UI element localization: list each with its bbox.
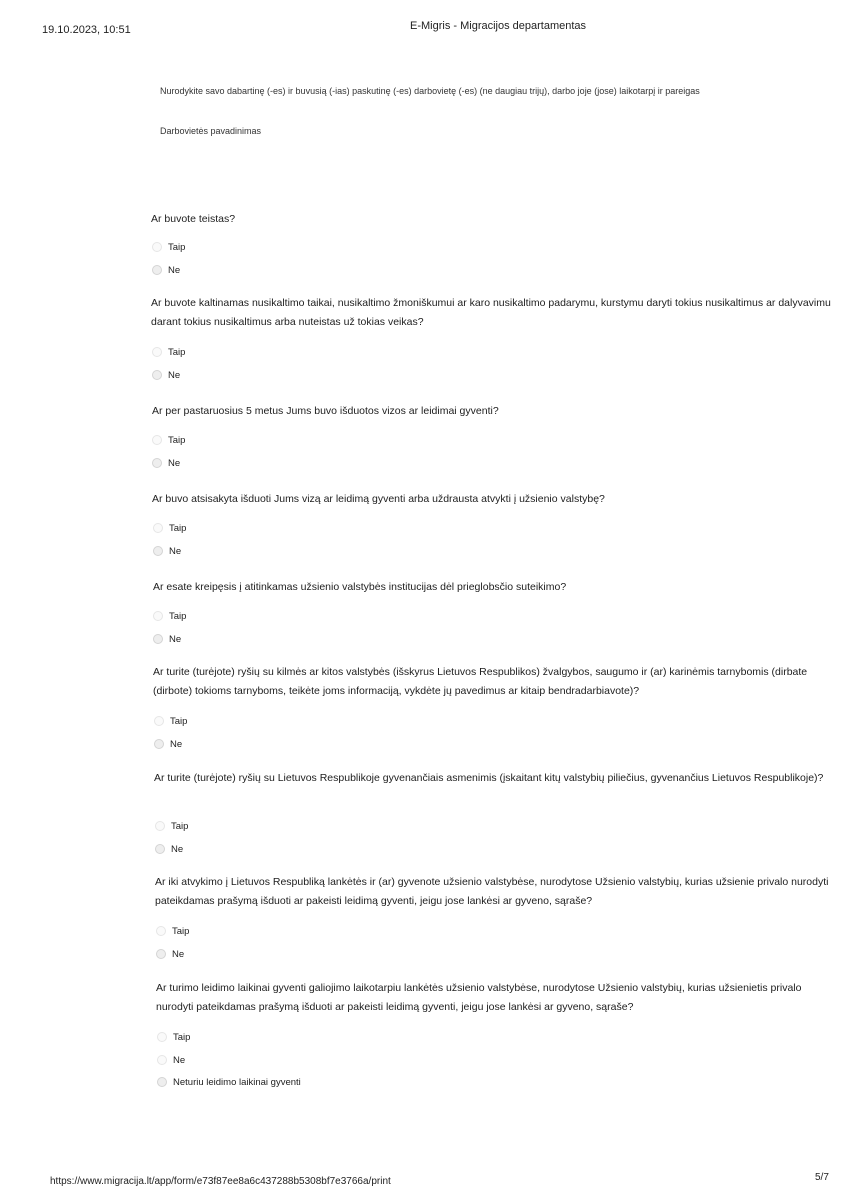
question-convicted: Ar buvote teistas? bbox=[151, 213, 236, 225]
option-no-permit[interactable] bbox=[157, 1075, 301, 1089]
option-label: Ne bbox=[170, 738, 183, 750]
option-label: Taip bbox=[169, 522, 187, 534]
option-ne[interactable] bbox=[154, 737, 182, 751]
option-label: Taip bbox=[168, 346, 186, 358]
question-visas-issued: Ar per pastaruosius 5 metus Jums buvo išduotos vizos ar leidimai gyventi? bbox=[152, 405, 499, 417]
option-label: Taip bbox=[171, 820, 189, 832]
radio-button-selected[interactable] bbox=[152, 370, 162, 380]
option-taip[interactable] bbox=[153, 609, 186, 623]
radio-button-selected[interactable] bbox=[152, 265, 162, 275]
radio-button[interactable] bbox=[157, 1055, 167, 1065]
option-taip[interactable] bbox=[152, 345, 185, 359]
option-label: Taip bbox=[168, 241, 186, 253]
option-label: Ne bbox=[171, 843, 184, 855]
radio-button-selected[interactable] bbox=[153, 546, 163, 556]
question-visited-countries-before: Ar iki atvykimo į Lietuvos Respubliką lankėtės ir (ar) gyvenote užsienio valstybėse, nurodytose Užsienio valstybių, kurias užsienie privalo nurodyti pateikdamas prašymą išduoti ar pakeisti leidimą gyventi, jeigu jose lankėsi ar gyveno, sąraše? bbox=[155, 876, 829, 907]
question-lithuania-residents-ties: Ar turite (turėjote) ryšių su Lietuvos Respublikoje gyvenančiais asmenimis (įskaitant kitų valstybių piliečius, gyvenančius Lietuvos Respublikoje)? bbox=[154, 772, 824, 784]
option-taip[interactable] bbox=[156, 924, 189, 938]
radio-button[interactable] bbox=[157, 1032, 167, 1042]
option-label: Taip bbox=[168, 434, 186, 446]
option-label: Ne bbox=[172, 948, 185, 960]
option-taip[interactable] bbox=[155, 819, 188, 833]
option-label: Taip bbox=[169, 610, 187, 622]
option-label: Taip bbox=[172, 925, 190, 937]
option-taip[interactable] bbox=[152, 240, 185, 254]
option-label: Ne bbox=[173, 1054, 186, 1066]
question-visited-countries-during-permit: Ar turimo leidimo laikinai gyventi galiojimo laikotarpiu lankėtės užsienio valstybėse, nurodytose Užsienio valstybių, kurias užsienietis privalo nurodyti pateikdamas prašymą išduoti ar pakeisti leidimą gyventi, jeigu jose lankėsi ar gyveno, sąraše? bbox=[156, 982, 802, 1013]
option-ne[interactable] bbox=[156, 947, 184, 961]
radio-button-selected[interactable] bbox=[154, 739, 164, 749]
option-label: Ne bbox=[169, 633, 182, 645]
option-label: Taip bbox=[170, 715, 188, 727]
print-date: 19.10.2023, 10:51 bbox=[42, 24, 131, 36]
option-ne[interactable] bbox=[153, 632, 181, 646]
radio-button[interactable] bbox=[154, 716, 164, 726]
page-number: 5/7 bbox=[815, 1172, 829, 1183]
option-taip[interactable] bbox=[154, 714, 187, 728]
workplace-instructions: Nurodykite savo dabartinę (-es) ir buvusią (-ias) paskutinę (-es) darbovietę (-es) (ne daugiau trijų), darbo joje (jose) laikotarpį ir pareigas bbox=[160, 86, 700, 96]
option-ne[interactable] bbox=[152, 456, 180, 470]
radio-button[interactable] bbox=[153, 523, 163, 533]
option-label: Ne bbox=[169, 545, 182, 557]
question-intelligence-ties: Ar turite (turėjote) ryšių su kilmės ar kitos valstybės (išskyrus Lietuvos Respublikos) žvalgybos, saugumo ir (ar) karinėmis tarnybomis (dirbate (dirbote) tokioms tarnyboms, teikėte joms informaciją, vykdėte jų pavedimus ar kitaip bendradarbiavote)? bbox=[153, 666, 808, 697]
radio-button[interactable] bbox=[152, 435, 162, 445]
radio-button[interactable] bbox=[153, 611, 163, 621]
question-visa-refused: Ar buvo atsisakyta išduoti Jums vizą ar leidimą gyventi arba uždrausta atvykti į užsienio valstybę? bbox=[152, 493, 605, 505]
option-taip[interactable] bbox=[152, 433, 185, 447]
radio-button-selected[interactable] bbox=[157, 1077, 167, 1087]
question-war-crimes: Ar buvote kaltinamas nusikaltimo taikai, nusikaltimo žmoniškumui ar karo nusikaltimo padarymu, kurstymu daryti tokius nusikaltimus ar dalyvavimu darant tokius nusikaltimus arba nuteistas už tokias veikas? bbox=[151, 297, 831, 328]
option-ne[interactable] bbox=[153, 544, 181, 558]
option-label: Ne bbox=[168, 457, 181, 469]
option-label: Ne bbox=[168, 264, 181, 276]
radio-button[interactable] bbox=[152, 242, 162, 252]
radio-button-selected[interactable] bbox=[156, 949, 166, 959]
footer-url: https://www.migracija.lt/app/form/e73f87ee8a6c437288b5308bf7e3766a/print bbox=[50, 1176, 391, 1187]
option-ne[interactable] bbox=[152, 263, 180, 277]
option-label: Neturiu leidimo laikinai gyventi bbox=[173, 1076, 301, 1088]
option-ne[interactable] bbox=[157, 1053, 185, 1067]
radio-button[interactable] bbox=[152, 347, 162, 357]
radio-button[interactable] bbox=[155, 821, 165, 831]
radio-button-selected[interactable] bbox=[153, 634, 163, 644]
option-taip[interactable] bbox=[157, 1030, 190, 1044]
radio-button-selected[interactable] bbox=[155, 844, 165, 854]
option-taip[interactable] bbox=[153, 521, 186, 535]
question-asylum: Ar esate kreipęsis į atitinkamas užsienio valstybės institucijas dėl prieglobsčio suteikimo? bbox=[153, 581, 567, 593]
workplace-name-label: Darbovietės pavadinimas bbox=[160, 126, 262, 136]
page-title: E-Migris - Migracijos departamentas bbox=[410, 20, 587, 32]
option-label: Taip bbox=[173, 1031, 191, 1043]
option-ne[interactable] bbox=[155, 842, 183, 856]
option-label: Ne bbox=[168, 369, 181, 381]
radio-button-selected[interactable] bbox=[152, 458, 162, 468]
option-ne[interactable] bbox=[152, 368, 180, 382]
radio-button[interactable] bbox=[156, 926, 166, 936]
